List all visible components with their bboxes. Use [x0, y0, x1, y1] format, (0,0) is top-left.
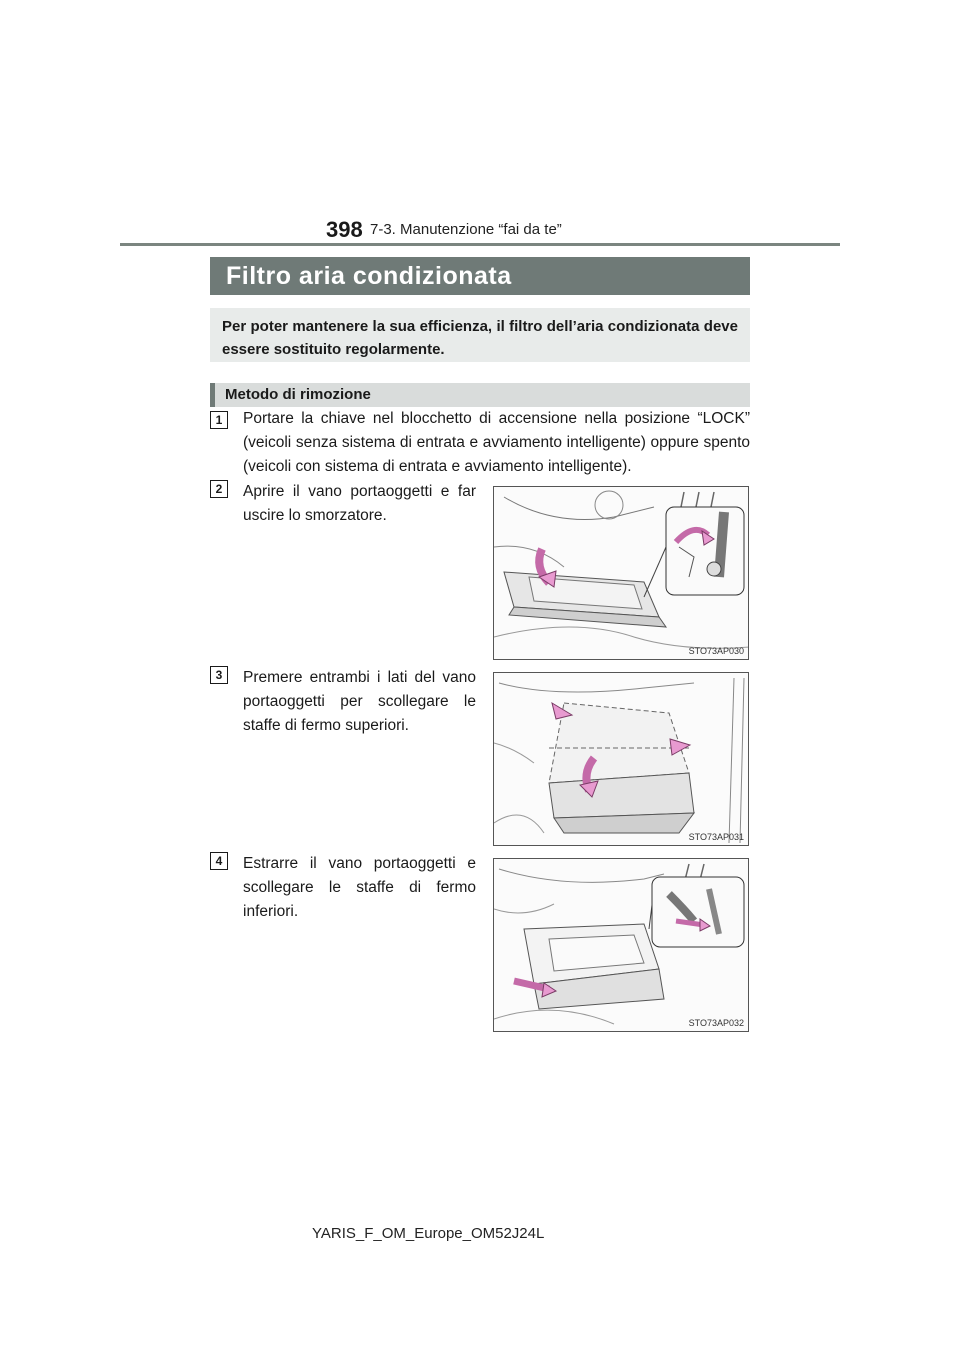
figure-step-3 [493, 672, 749, 846]
figure-step-2 [493, 486, 749, 660]
detail-callout [652, 877, 744, 947]
intro-box: Per poter mantenere la sua efficienza, il filtro dell’aria condizionata deve essere sostituito regolarmente. [210, 308, 750, 362]
step-text-3: Premere entrambi i lati del vano portaoggetti per scollegare le staffe di fermo superiori. [243, 669, 476, 734]
footer-doc-id: YARIS_F_OM_Europe_OM52J24L [312, 1225, 545, 1242]
step-number-3: 3 [210, 666, 228, 684]
glovebox-squeeze-illustration [494, 673, 749, 846]
step-text-1: Portare la chiave nel blocchetto di accensione nella posizione “LOCK” (veicoli senza sistema di entrata e avviamento intelligente) oppure spento (veicoli con sistema di entrata e avviamento intelligente). [243, 410, 750, 475]
figure-code-2: STO73AP030 [688, 646, 744, 656]
glovebox-open-illustration [494, 487, 749, 660]
procedure-heading: Metodo di rimozione [210, 383, 750, 407]
step-number-2: 2 [210, 480, 228, 498]
breadcrumb: 7-3. Manutenzione “fai da te” [370, 221, 562, 238]
step-number-4: 4 [210, 852, 228, 870]
figure-code-3: STO73AP031 [688, 832, 744, 842]
figure-step-4 [493, 858, 749, 1032]
glovebox-remove-illustration [494, 859, 749, 1032]
header-rule [120, 243, 840, 246]
step-text-4: Estrarre il vano portaoggetti e scollegare le staffe di fermo inferiori. [243, 855, 476, 920]
step-number-1: 1 [210, 411, 228, 429]
step-text-2: Aprire il vano portaoggetti e far uscire lo smorzatore. [243, 483, 476, 524]
section-title: Filtro aria condizionata [210, 257, 750, 295]
figure-code-4: STO73AP032 [688, 1018, 744, 1028]
page-number: 398 [326, 217, 363, 242]
detail-callout [666, 507, 744, 595]
